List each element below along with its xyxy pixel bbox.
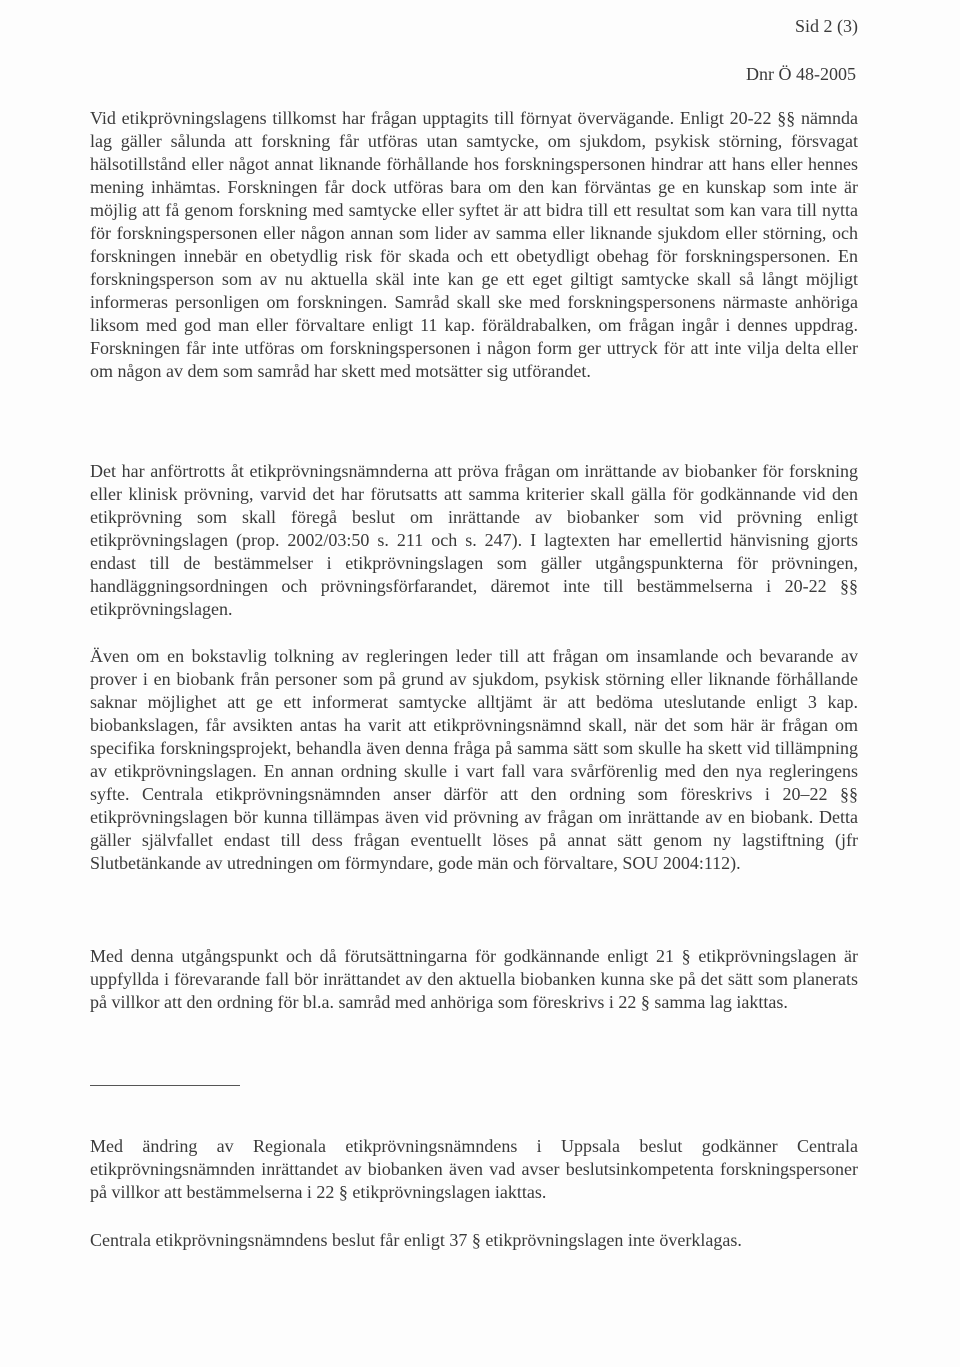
paragraph-interpretation: Även om en bokstavlig tolkning av regleringen leder till att frågan om insamlande och bevarande av prover i en biobank från personer som på grund av sjukdom, psykisk störning eller liknande förhållande saknar möjlighet att ge ett informerat samtycke alltjämt är att bedöma uteslutande enligt 3 kap. biobankslagen, får avsikten antas ha varit att etikprövningsnämnd skall, när det som här är frågan om specifika forskningsprojekt, behandla även denna fråga på samma sätt som skulle ha skett vid tillämpning av etikprövningslagen. En annan ordning skulle i vart fall vara svårförenlig med den nya regleringens syfte. Centrala etikprövningsnämnden anser därför att den ordning som föreskrivs i 20–22 §§ etikprövningslagen bör kunna tillämpas även vid prövning av frågan om inrättande av en biobank. Detta gäller självfallet endast till dess frågan eventuellt löses på annat sätt genom ny lagstiftning (jfr Slutbetänkande av utredningen om förmyndare, gode män och förvaltare, SOU 2004:112). xyxy=(90,646,858,873)
diary-number: Dnr Ö 48-2005 xyxy=(746,64,856,84)
section-divider xyxy=(90,1085,240,1086)
page-number: Sid 2 (3) xyxy=(795,16,858,36)
paragraph-appeal-notice: Centrala etikprövningsnämndens beslut får enligt 37 § etikprövningslagen inte överklagas. xyxy=(90,1230,742,1250)
paragraph-conclusion: Med denna utgångspunkt och då förutsättningarna för godkännande enligt 21 § etikprövningslagen är uppfyllda i förevarande fall bör inrättandet av den aktuella biobanken kunna ske på det sätt som planerats på villkor att den ordning för bl.a. samråd med anhöriga som föreskrivs i 22 § samma lag iakttas. xyxy=(90,946,858,1012)
paragraph-decision: Med ändring av Regionala etikprövningsnämndens i Uppsala beslut godkänner Centrala etikprövningsnämnden inrättandet av biobanken även vad avser beslutsinkompetenta forskningspersoner på villkor att bestämmelserna i 22 § etikprövningslagen iakttas. xyxy=(90,1136,858,1202)
paragraph-ethics-act-background: Vid etikprövningslagens tillkomst har frågan upptagits till förnyat övervägande. Enligt 20-22 §§ nämnda lag gäller sålunda att forskning får utföras utan samtycke, om sjukdom, psykisk störning, försvagat hälsotillstånd eller något annat liknande förhållande hos forskningspersonen hindrar att hans eller hennes mening inhämtas. Forskningen får dock utföras bara om den kan förväntas ge en kunskap som inte är möjlig att få genom forskning med samtycke eller syftet är att bidra till ett resultat som kan vara till nytta för forskningspersonen eller någon annan som lider av samma eller liknande sjukdom eller störning, och forskningen innebär en obetydlig risk för skada och ett obetydligt obehag för forskningspersonen. En forskningsperson som av nu aktuella skäl inte kan ge ett eget giltigt samtycke skall så långt möjligt informeras personligen om forskningen. Samråd skall ske med forskningspersonens närmaste anhöriga liksom med god man eller förvaltare enligt 11 kap. föräldrabalken, om frågan ingår i dennes uppdrag. Forskningen får inte utföras om forskningspersonen i någon form ger uttryck för att inte vilja delta eller om någon av dem som samråd har skett med motsätter sig utförandet. xyxy=(90,108,858,381)
paragraph-biobank-review: Det har anförtrotts åt etikprövningsnämnderna att pröva frågan om inrättande av biobanker för forskning eller klinisk prövning, varvid det har förutsatts att samma kriterier skall gälla för godkännande vid den etikprövning som skall föregå beslut om inrättande av biobanker som vid prövning enligt etikprövningslagen (prop. 2002/03:50 s. 211 och s. 247). I lagtexten har emellertid hänvisning gjorts endast till de bestämmelser i etikprövningslagen som gäller utgångspunkterna för prövningen, handläggningsordningen och prövningsförfarandet, däremot inte till bestämmelserna i 20-22 §§ etikprövningslagen. xyxy=(90,461,858,619)
